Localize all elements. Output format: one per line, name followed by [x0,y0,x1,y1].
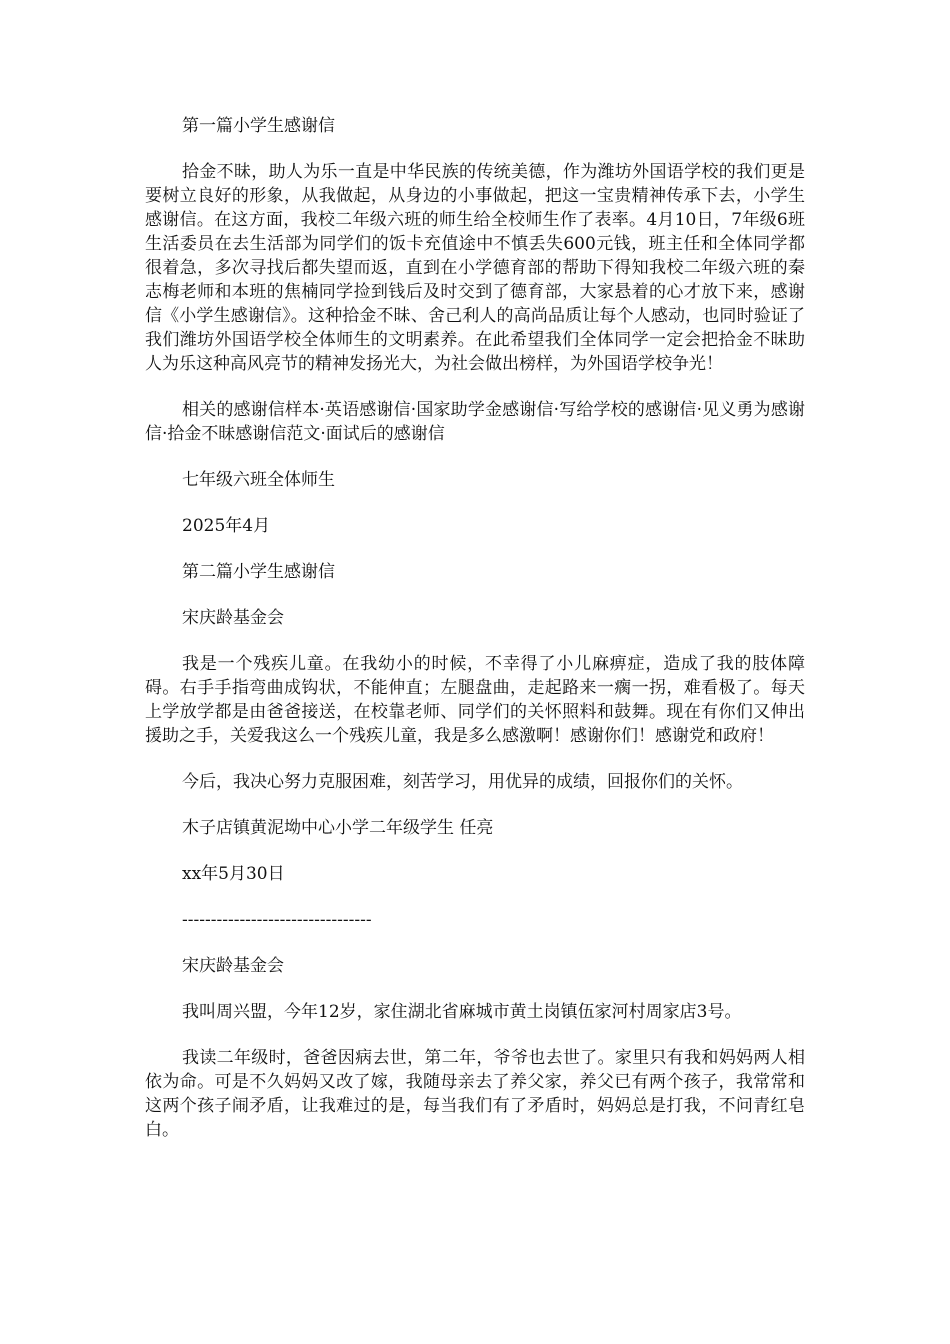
body-paragraph: 我读二年级时，爸爸因病去世，第二年，爷爷也去世了。家里只有我和妈妈两人相依为命。可是不久妈妈又改了嫁，我随母亲去了养父家，养父已有两个孩子，我常常和这两个孩子闹矛盾，让我难过的是，每当我们有了矛盾时，妈妈总是打我，不问青红皂白。 [145,1048,805,1140]
body-paragraph: 今后，我决心努力克服困难，刻苦学习，用优异的成绩，回报你们的关怀。 [182,772,743,792]
section-title-2: 第二篇小学生感谢信 [182,562,335,582]
signature: 木子店镇黄泥坳中心小学二年级学生 任亮 [182,818,494,838]
signature: 七年级六班全体师生 [182,470,335,490]
divider-line: --------------------------------- [182,910,372,930]
date: xx年5月30日 [182,864,285,884]
body-paragraph: 我叫周兴盟，今年12岁，家住湖北省麻城市黄土岗镇伍家河村周家店3号。 [182,1002,742,1022]
section-title-1: 第一篇小学生感谢信 [182,116,335,136]
related-links: 相关的感谢信样本·英语感谢信·国家助学金感谢信·写给学校的感谢信·见义勇为感谢信·拾金不昧感谢信范文·面试后的感谢信 [145,400,805,444]
document-body [145,114,805,1164]
body-paragraph: 我是一个残疾儿童。在我幼小的时候，不幸得了小儿麻痹症，造成了我的肢体障碍。右手手指弯曲成钩状，不能伸直；左腿盘曲，走起路来一瘸一拐，难看极了。每天上学放学都是由爸爸接送，在校靠老师、同学们的关怀照料和鼓舞。现在有你们又伸出援助之手，关爱我这么一个残疾儿童，我是多么感激啊！感谢你们！感谢党和政府！ [145,654,805,746]
date: 2025年4月 [182,516,271,536]
body-paragraph: 拾金不昧，助人为乐一直是中华民族的传统美德，作为潍坊外国语学校的我们更是要树立良好的形象，从我做起，从身边的小事做起，把这一宝贵精神传承下去，小学生感谢信。在这方面，我校二年级六班的师生给全校师生作了表率。4月10日，7年级6班生活委员在去生活部为同学们的饭卡充值途中不慎丢失600元钱，班主任和全体同学都很着急，多次寻找后都失望而返，直到在小学德育部的帮助下得知我校二年级六班的秦志梅老师和本班的焦楠同学捡到钱后及时交到了德育部，大家悬着的心才放下来，感谢信《小学生感谢信》。这种拾金不昧、舍己利人的高尚品质让每个人感动，也同时验证了我们潍坊外国语学校全体师生的文明素养。在此希望我们全体同学一定会把拾金不昧助人为乐这种高风亮节的精神发扬光大，为社会做出榜样，为外国语学校争光！ [145,162,805,374]
salutation: 宋庆龄基金会 [182,956,284,976]
salutation: 宋庆龄基金会 [182,608,284,628]
